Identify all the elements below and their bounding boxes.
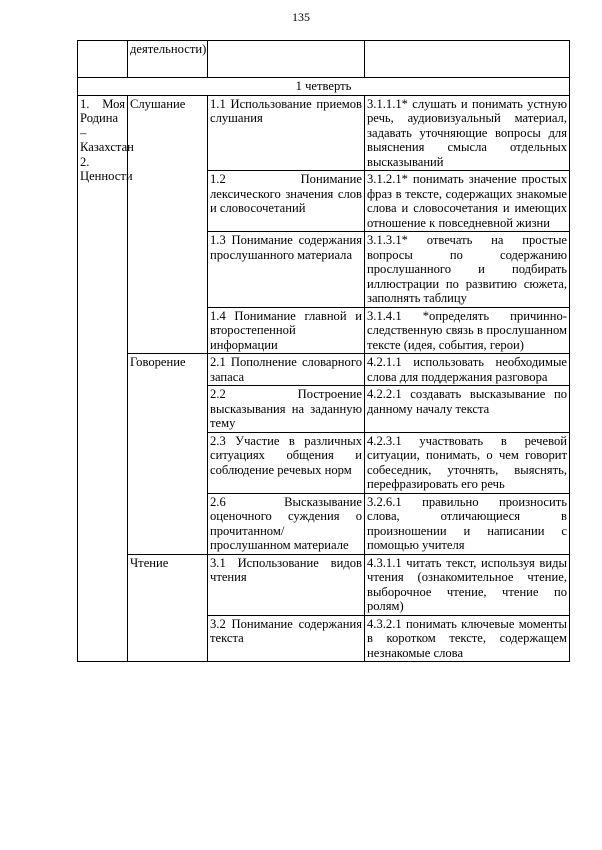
goal-cell: 1.3 Понимание содержания прослушанного материала	[208, 232, 365, 308]
goal-cell: 1.1 Использование приемов слушания	[208, 95, 365, 171]
table-row	[78, 554, 570, 615]
theme-item: 2. Ценности	[80, 154, 133, 183]
goal-cell: 2.6 Высказывание оценочного суждения о прочитанном/прослушанном материале	[208, 493, 365, 554]
objective-cell: 4.3.1.1 читать текст, используя виды чтения (ознакомительное чтение, выборочное чтение, чтение по ролям)	[365, 554, 570, 615]
goal-cell: 3.2 Понимание содержания текста	[208, 615, 365, 662]
objective-cell: 3.1.2.1* понимать значение простых фраз в тексте, содержащих знакомые слова и словосочетания и имеющих отношение к повседневной жизни	[365, 171, 570, 232]
objective-cell: 4.2.1.1 использовать необходимые слова для поддержания разговора	[365, 354, 570, 386]
table-cell: деятельности)	[128, 41, 208, 78]
quarter-label: 1 четверть	[78, 78, 570, 96]
skill-cell: Чтение	[128, 554, 208, 662]
theme-item: 1. Моя Родина – Казахстан	[80, 96, 134, 154]
table-cell	[208, 41, 365, 78]
objective-cell: 3.2.6.1 правильно произносить слова, отличающиеся в произношении и написании с помощью учителя	[365, 493, 570, 554]
skill-cell: Слушание	[128, 95, 208, 354]
goal-cell: 2.1 Пополнение словарного запаса	[208, 354, 365, 386]
objective-cell: 4.3.2.1 понимать ключевые моменты в коротком тексте, содержащем незнакомые слова	[365, 615, 570, 662]
theme-cell	[78, 95, 134, 662]
table-cell	[365, 41, 570, 78]
goal-cell: 2.3 Участие в различных ситуациях общения и соблюдение речевых норм	[208, 432, 365, 493]
objective-cell: 4.2.3.1 участвовать в речевой ситуации, понимать, о чем говорит собеседник, уточнять, выяснять, перефразировать его речь	[365, 432, 570, 493]
table-cell	[78, 41, 128, 78]
goal-cell: 1.2 Понимание лексического значения слов и словосочетаний	[208, 171, 365, 232]
curriculum-table	[77, 40, 570, 662]
table-row	[78, 95, 570, 171]
skill-cell: Говорение	[128, 354, 208, 555]
goal-cell: 2.2 Построение высказывания на заданную тему	[208, 386, 365, 433]
goal-cell: 3.1 Использование видов чтения	[208, 554, 365, 615]
table-row	[78, 41, 570, 78]
objective-cell: 4.2.2.1 создавать высказывание по данному началу текста	[365, 386, 570, 433]
quarter-row	[78, 78, 570, 96]
objective-cell: 3.1.4.1 *определять причинно-следственную связь в прослушанном тексте (идея, события, герои)	[365, 307, 570, 354]
objective-cell: 3.1.1.1* слушать и понимать устную речь, аудиовизуальный материал, задавать уточняющие вопросы для выяснения смысла отдельных высказываний	[365, 95, 570, 171]
goal-cell: 1.4 Понимание главной и второстепенной информации	[208, 307, 365, 354]
objective-cell: 3.1.3.1* отвечать на простые вопросы по содержанию прослушанного и подбирать иллюстрации по развитию сюжета, заполнять таблицу	[365, 232, 570, 308]
page-number: 135	[292, 10, 310, 24]
table-row	[78, 354, 570, 386]
